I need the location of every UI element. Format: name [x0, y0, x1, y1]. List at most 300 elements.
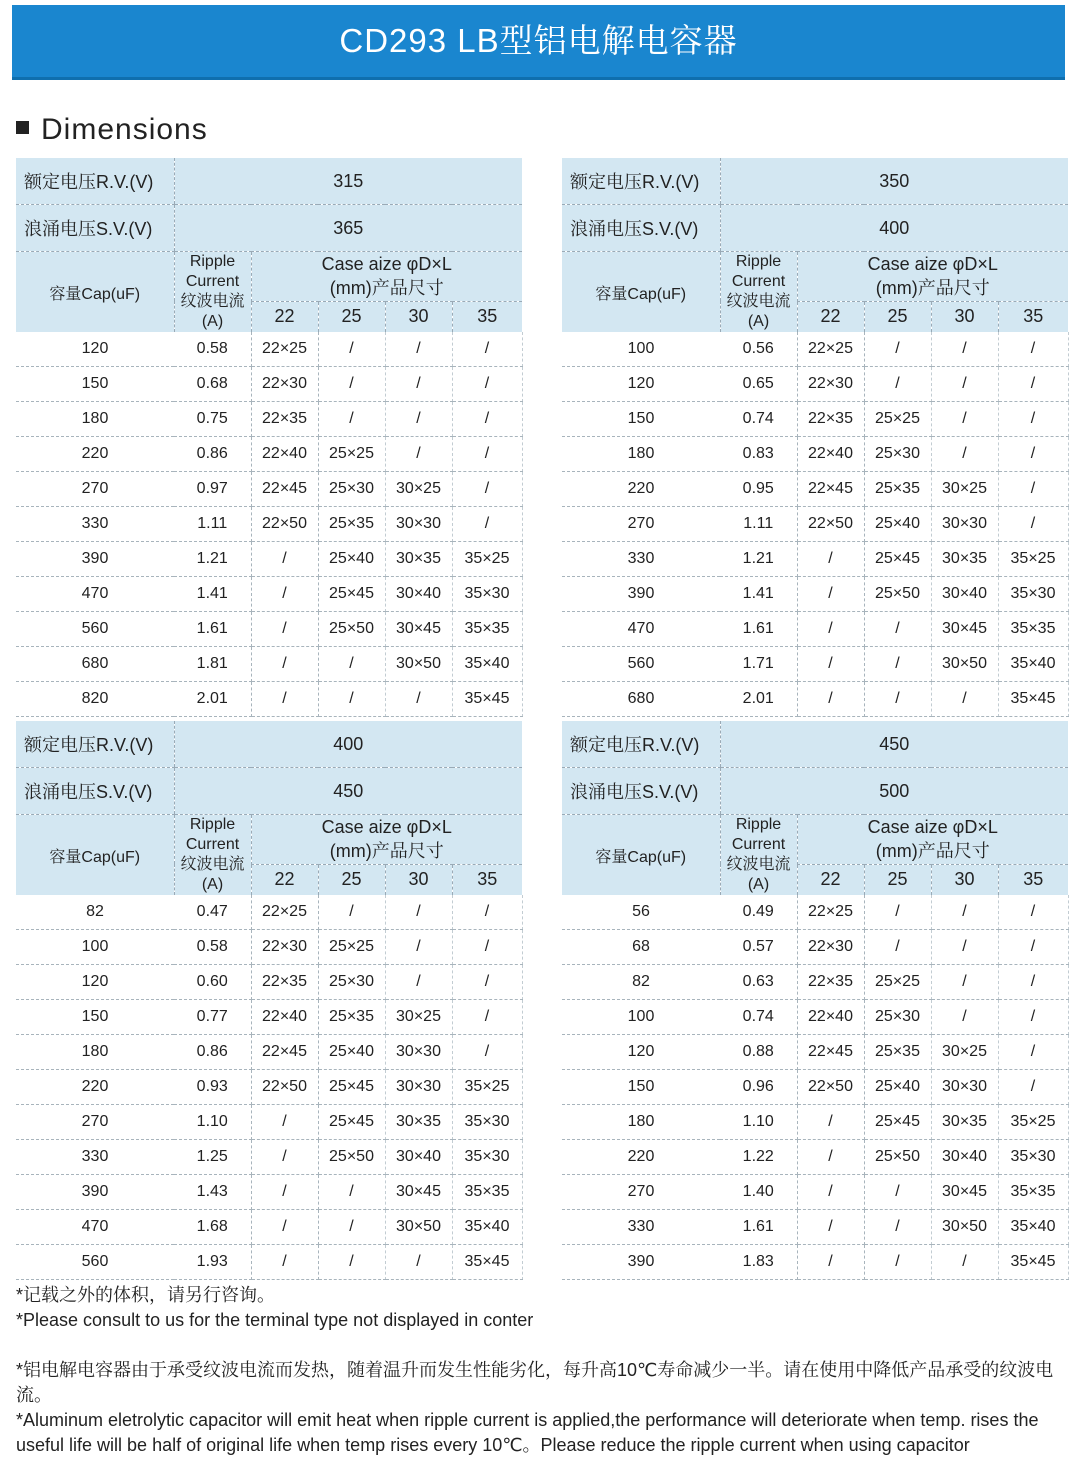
table-cell: 30×40 [931, 577, 998, 612]
table-row [562, 332, 1068, 367]
table-cell: 0.65 [720, 367, 797, 402]
table-cell: / [797, 1105, 864, 1140]
table-cell: 22×35 [797, 402, 864, 437]
rated-voltage-label: 额定电压R.V.(V) [16, 721, 174, 768]
table-cell: 25×45 [318, 577, 385, 612]
ripple-current-header [174, 815, 251, 896]
table-cell: / [797, 612, 864, 647]
table-row [16, 682, 522, 717]
table-row [562, 1140, 1068, 1175]
case-header-line: Case aize φD×L [867, 254, 998, 275]
table-cell: 30×35 [931, 542, 998, 577]
table-cell: / [998, 1035, 1068, 1070]
table-cell: / [998, 402, 1068, 437]
table-cell: 0.77 [174, 1000, 251, 1035]
surge-voltage-row [562, 768, 1068, 815]
table-row [562, 472, 1068, 507]
diameter-header: 35 [452, 301, 522, 332]
table-cell: / [931, 1245, 998, 1280]
table-cell: 390 [562, 1245, 720, 1280]
surge-voltage-label: 浪涌电压S.V.(V) [16, 205, 174, 252]
table-row [16, 1140, 522, 1175]
table-cell: / [931, 402, 998, 437]
table-cell: 330 [16, 1140, 174, 1175]
table-cell: 1.61 [174, 612, 251, 647]
table-cell: 820 [16, 682, 174, 717]
rated-voltage-value: 450 [720, 721, 1068, 768]
note-heat-cn: *铝电解电容器由于承受纹波电流而发热，随着温升而发生性能劣化，每升高10℃寿命减少一半。请在使用中降低产品承受的纹波电流。 [16, 1360, 1054, 1405]
surge-voltage-label: 浪涌电压S.V.(V) [562, 205, 720, 252]
note-terminal: *Please consult to us for the terminal type not displayed in conter [16, 1310, 534, 1330]
case-header-line: (mm)产品尺寸 [875, 278, 990, 299]
table-cell: 25×50 [864, 1140, 931, 1175]
table-cell: 0.83 [720, 437, 797, 472]
table-row [16, 507, 522, 542]
table-cell: 1.41 [174, 577, 251, 612]
table-cell: 0.74 [720, 1000, 797, 1035]
table-cell: 390 [16, 1175, 174, 1210]
table-cell: / [385, 930, 452, 965]
capacitance-header: 容量Cap(uF) [562, 815, 720, 896]
ripple-header-line: Current [185, 273, 240, 290]
diameter-header: 22 [797, 864, 864, 895]
table-cell: / [318, 332, 385, 367]
table-cell: / [385, 367, 452, 402]
table-row [16, 895, 522, 930]
table-cell: 22×35 [797, 965, 864, 1000]
table-cell: 0.93 [174, 1070, 251, 1105]
case-size-header [251, 252, 522, 302]
table-row [16, 1000, 522, 1035]
table-cell: / [931, 332, 998, 367]
table-cell: 25×35 [864, 472, 931, 507]
table-row [562, 367, 1068, 402]
table-cell: 30×50 [385, 1210, 452, 1245]
table-cell: 0.49 [720, 895, 797, 930]
table-cell: / [385, 1245, 452, 1280]
diameter-header: 35 [452, 864, 522, 895]
diameter-header: 22 [797, 301, 864, 332]
table-cell: 120 [16, 332, 174, 367]
diameter-header: 35 [998, 301, 1068, 332]
table-row [562, 507, 1068, 542]
table-cell: 390 [562, 577, 720, 612]
table-cell: 30×30 [931, 507, 998, 542]
table-cell: 22×45 [251, 1035, 318, 1070]
table-row [16, 1035, 522, 1070]
table-cell: 35×35 [452, 612, 522, 647]
surge-voltage-row [562, 205, 1068, 252]
table-cell: 35×35 [998, 612, 1068, 647]
table-cell: / [251, 682, 318, 717]
table-cell: 35×35 [998, 1175, 1068, 1210]
table-cell: / [318, 402, 385, 437]
table-row [16, 1105, 522, 1140]
case-header-line: (mm)产品尺寸 [329, 278, 444, 299]
table-cell: 1.41 [720, 577, 797, 612]
surge-voltage-row [16, 205, 522, 252]
table-cell: 25×30 [864, 1000, 931, 1035]
table-row [562, 437, 1068, 472]
case-size-header [251, 815, 522, 865]
table-cell: 0.68 [174, 367, 251, 402]
surge-voltage-label: 浪涌电压S.V.(V) [562, 768, 720, 815]
table-cell: 30×25 [385, 472, 452, 507]
table-cell: 22×30 [797, 930, 864, 965]
table-cell: 30×50 [931, 1210, 998, 1245]
diameter-header: 30 [385, 864, 452, 895]
table-cell: 35×25 [998, 542, 1068, 577]
table-cell: 0.86 [174, 1035, 251, 1070]
ripple-current-header [720, 815, 797, 896]
table-cell: 1.10 [720, 1105, 797, 1140]
table-cell: 270 [16, 472, 174, 507]
table-cell: / [452, 1000, 522, 1035]
case-size-header [797, 815, 1068, 865]
ripple-header-line: Current [731, 273, 786, 290]
column-header-row [16, 815, 522, 865]
table-cell: / [251, 1210, 318, 1245]
diameter-header: 22 [251, 864, 318, 895]
table-cell: 1.11 [174, 507, 251, 542]
table-cell: / [452, 1035, 522, 1070]
table-cell: 22×35 [251, 965, 318, 1000]
section-heading [16, 110, 208, 150]
diameter-header: 25 [864, 864, 931, 895]
table-cell: 680 [16, 647, 174, 682]
table-cell: 25×40 [318, 542, 385, 577]
table-row [562, 895, 1068, 930]
table-cell: 35×40 [998, 1210, 1068, 1245]
ripple-header-line: Ripple [735, 816, 782, 833]
table-cell: / [931, 895, 998, 930]
table-cell: 25×50 [318, 1140, 385, 1175]
table-row [16, 402, 522, 437]
ripple-header-line: (A) [747, 876, 770, 893]
table-cell: / [864, 1245, 931, 1280]
table-cell: 35×30 [998, 577, 1068, 612]
table-cell: 25×45 [864, 542, 931, 577]
table-cell: / [452, 367, 522, 402]
section-title: Dimensions [41, 113, 208, 146]
table-cell: 220 [16, 437, 174, 472]
table-cell: / [797, 1140, 864, 1175]
table-cell: 25×45 [318, 1105, 385, 1140]
table-cell: 1.10 [174, 1105, 251, 1140]
surge-voltage-value: 400 [720, 205, 1068, 252]
table-cell: / [452, 895, 522, 930]
table-cell: 35×30 [452, 1105, 522, 1140]
rated-voltage-label: 额定电压R.V.(V) [562, 158, 720, 205]
table-cell: 180 [16, 402, 174, 437]
table-cell: / [797, 1175, 864, 1210]
table-cell: 150 [562, 402, 720, 437]
table-cell: 25×45 [864, 1105, 931, 1140]
table-row [16, 647, 522, 682]
ripple-header-line: 纹波电流 [180, 293, 245, 310]
case-size-header [797, 252, 1068, 302]
table-cell: / [318, 1210, 385, 1245]
table-cell: / [998, 472, 1068, 507]
table-row [562, 542, 1068, 577]
table-row [16, 1210, 522, 1245]
rated-voltage-row [562, 721, 1068, 768]
table-cell: 180 [562, 1105, 720, 1140]
diameter-header: 22 [251, 301, 318, 332]
title-banner [12, 5, 1065, 80]
table-cell: 560 [562, 647, 720, 682]
table-cell: 35×40 [998, 647, 1068, 682]
table-row [562, 402, 1068, 437]
table-cell: / [318, 682, 385, 717]
table-cell: / [864, 612, 931, 647]
table-cell: 30×35 [931, 1105, 998, 1140]
table-row [562, 1105, 1068, 1140]
table-cell: / [998, 437, 1068, 472]
table-cell: / [797, 682, 864, 717]
column-header-row [16, 252, 522, 302]
table-cell: 220 [562, 472, 720, 507]
table-row [16, 930, 522, 965]
spec-table [16, 158, 522, 717]
table-cell: 1.68 [174, 1210, 251, 1245]
table-cell: 30×45 [385, 612, 452, 647]
table-cell: 35×25 [452, 1070, 522, 1105]
table-row [562, 1210, 1068, 1245]
table-cell: / [864, 647, 931, 682]
table-row [16, 1175, 522, 1210]
table-cell: / [251, 1140, 318, 1175]
table-row [562, 1070, 1068, 1105]
table-cell: 470 [16, 577, 174, 612]
table-cell: 35×25 [452, 542, 522, 577]
table-cell: 25×30 [318, 472, 385, 507]
table-cell: 560 [16, 612, 174, 647]
table-cell: 35×45 [998, 682, 1068, 717]
spec-table-grid [16, 721, 523, 1280]
notes-top [16, 1283, 533, 1333]
rated-voltage-value: 350 [720, 158, 1068, 205]
table-cell: 35×40 [452, 647, 522, 682]
table-cell: 35×40 [452, 1210, 522, 1245]
table-cell: 22×35 [251, 402, 318, 437]
ripple-header-line: Ripple [189, 816, 236, 833]
ripple-header-line: (A) [747, 313, 770, 330]
table-cell: 25×50 [318, 612, 385, 647]
table-cell: 25×40 [318, 1035, 385, 1070]
table-cell: 0.96 [720, 1070, 797, 1105]
table-cell: 30×40 [385, 577, 452, 612]
table-cell: 0.75 [174, 402, 251, 437]
rated-voltage-value: 400 [174, 721, 522, 768]
surge-voltage-value: 500 [720, 768, 1068, 815]
ripple-header-line: 纹波电流 [726, 856, 791, 873]
surge-voltage-row [16, 768, 522, 815]
table-cell: / [318, 647, 385, 682]
table-cell: 25×35 [318, 507, 385, 542]
table-cell: / [452, 472, 522, 507]
ripple-header-line: Ripple [189, 253, 236, 270]
rated-voltage-label: 额定电压R.V.(V) [562, 721, 720, 768]
table-row [16, 437, 522, 472]
table-cell: / [797, 542, 864, 577]
capacitance-header: 容量Cap(uF) [16, 252, 174, 333]
table-cell: / [452, 930, 522, 965]
table-row [562, 930, 1068, 965]
table-cell: 30×25 [931, 1035, 998, 1070]
table-cell: / [931, 930, 998, 965]
ripple-header-line: (A) [201, 876, 224, 893]
table-cell: / [864, 682, 931, 717]
spec-table [562, 158, 1068, 717]
table-cell: 0.57 [720, 930, 797, 965]
table-cell: 30×50 [931, 647, 998, 682]
table-cell: 390 [16, 542, 174, 577]
table-cell: 1.21 [720, 542, 797, 577]
table-cell: / [864, 1175, 931, 1210]
table-cell: 270 [16, 1105, 174, 1140]
table-cell: / [452, 507, 522, 542]
table-cell: 22×50 [251, 1070, 318, 1105]
table-cell: 1.40 [720, 1175, 797, 1210]
table-cell: 270 [562, 1175, 720, 1210]
table-cell: 22×45 [797, 1035, 864, 1070]
table-cell: / [452, 332, 522, 367]
rated-voltage-value: 315 [174, 158, 522, 205]
table-cell: / [251, 647, 318, 682]
table-row [16, 367, 522, 402]
table-row [16, 542, 522, 577]
table-cell: 1.71 [720, 647, 797, 682]
table-cell: / [864, 930, 931, 965]
table-cell: 22×40 [797, 437, 864, 472]
note-other-size: *记载之外的体积，请另行咨询。 [16, 1285, 276, 1305]
table-cell: / [998, 965, 1068, 1000]
table-cell: / [864, 367, 931, 402]
table-cell: / [318, 1175, 385, 1210]
table-cell: / [385, 332, 452, 367]
table-cell: / [931, 682, 998, 717]
table-cell: 30×45 [385, 1175, 452, 1210]
table-row [562, 1175, 1068, 1210]
table-cell: 82 [562, 965, 720, 1000]
capacitance-header: 容量Cap(uF) [16, 815, 174, 896]
table-cell: / [385, 437, 452, 472]
table-row [16, 1070, 522, 1105]
case-header-line: Case aize φD×L [867, 817, 998, 838]
table-cell: 560 [16, 1245, 174, 1280]
table-cell: / [251, 612, 318, 647]
spec-table [16, 721, 522, 1280]
table-cell: 30×40 [385, 1140, 452, 1175]
ripple-current-header [174, 252, 251, 333]
surge-voltage-value: 450 [174, 768, 522, 815]
table-cell: 25×45 [318, 1070, 385, 1105]
table-cell: 35×45 [998, 1245, 1068, 1280]
table-cell: 0.88 [720, 1035, 797, 1070]
table-cell: 120 [562, 1035, 720, 1070]
case-header-line: Case aize φD×L [321, 254, 452, 275]
table-cell: / [797, 1210, 864, 1245]
table-cell: / [931, 367, 998, 402]
table-cell: 25×50 [864, 577, 931, 612]
table-cell: 25×40 [864, 507, 931, 542]
diameter-header: 30 [385, 301, 452, 332]
table-cell: 270 [562, 507, 720, 542]
table-cell: 30×40 [931, 1140, 998, 1175]
table-cell: 0.58 [174, 930, 251, 965]
table-cell: 25×25 [864, 965, 931, 1000]
table-cell: 0.86 [174, 437, 251, 472]
table-cell: 25×25 [318, 930, 385, 965]
table-cell: / [251, 542, 318, 577]
table-cell: 30×30 [385, 1035, 452, 1070]
table-cell: 35×25 [998, 1105, 1068, 1140]
table-cell: 470 [16, 1210, 174, 1245]
rated-voltage-row [16, 158, 522, 205]
banner-title: CD293 LB型铝电解电容器 [339, 22, 738, 59]
table-cell: 100 [562, 332, 720, 367]
table-cell: / [385, 895, 452, 930]
table-cell: 35×30 [998, 1140, 1068, 1175]
table-row [562, 1035, 1068, 1070]
diameter-header: 25 [318, 864, 385, 895]
table-cell: 0.56 [720, 332, 797, 367]
table-cell: 120 [562, 367, 720, 402]
table-cell: 30×25 [931, 472, 998, 507]
ripple-header-line: Current [185, 836, 240, 853]
table-cell: 150 [562, 1070, 720, 1105]
table-cell: 30×50 [385, 647, 452, 682]
table-row [562, 577, 1068, 612]
table-cell: 680 [562, 682, 720, 717]
table-cell: 2.01 [720, 682, 797, 717]
table-cell: 22×40 [251, 437, 318, 472]
table-cell: 180 [16, 1035, 174, 1070]
table-cell: 1.21 [174, 542, 251, 577]
rated-voltage-label: 额定电压R.V.(V) [16, 158, 174, 205]
table-cell: / [998, 367, 1068, 402]
notes-bottom [16, 1358, 1068, 1458]
table-cell: 22×25 [251, 895, 318, 930]
surge-voltage-label: 浪涌电压S.V.(V) [16, 768, 174, 815]
ripple-header-line: 纹波电流 [726, 293, 791, 310]
table-cell: 330 [16, 507, 174, 542]
table-cell: 35×45 [452, 682, 522, 717]
table-cell: 82 [16, 895, 174, 930]
spec-table [562, 721, 1068, 1280]
table-cell: / [797, 577, 864, 612]
table-cell: 22×50 [797, 1070, 864, 1105]
ripple-header-line: (A) [201, 313, 224, 330]
table-cell: 1.61 [720, 1210, 797, 1245]
spec-table-grid [16, 158, 523, 717]
diameter-header: 30 [931, 301, 998, 332]
table-row [562, 965, 1068, 1000]
table-cell: 330 [562, 1210, 720, 1245]
table-row [16, 1245, 522, 1280]
table-row [562, 1000, 1068, 1035]
ripple-header-line: Current [731, 836, 786, 853]
table-cell: / [998, 332, 1068, 367]
table-cell: 22×45 [797, 472, 864, 507]
table-cell: 330 [562, 542, 720, 577]
table-cell: 25×30 [864, 437, 931, 472]
table-cell: 30×30 [385, 507, 452, 542]
table-cell: 30×25 [385, 1000, 452, 1035]
table-cell: 150 [16, 367, 174, 402]
table-cell: 25×40 [864, 1070, 931, 1105]
